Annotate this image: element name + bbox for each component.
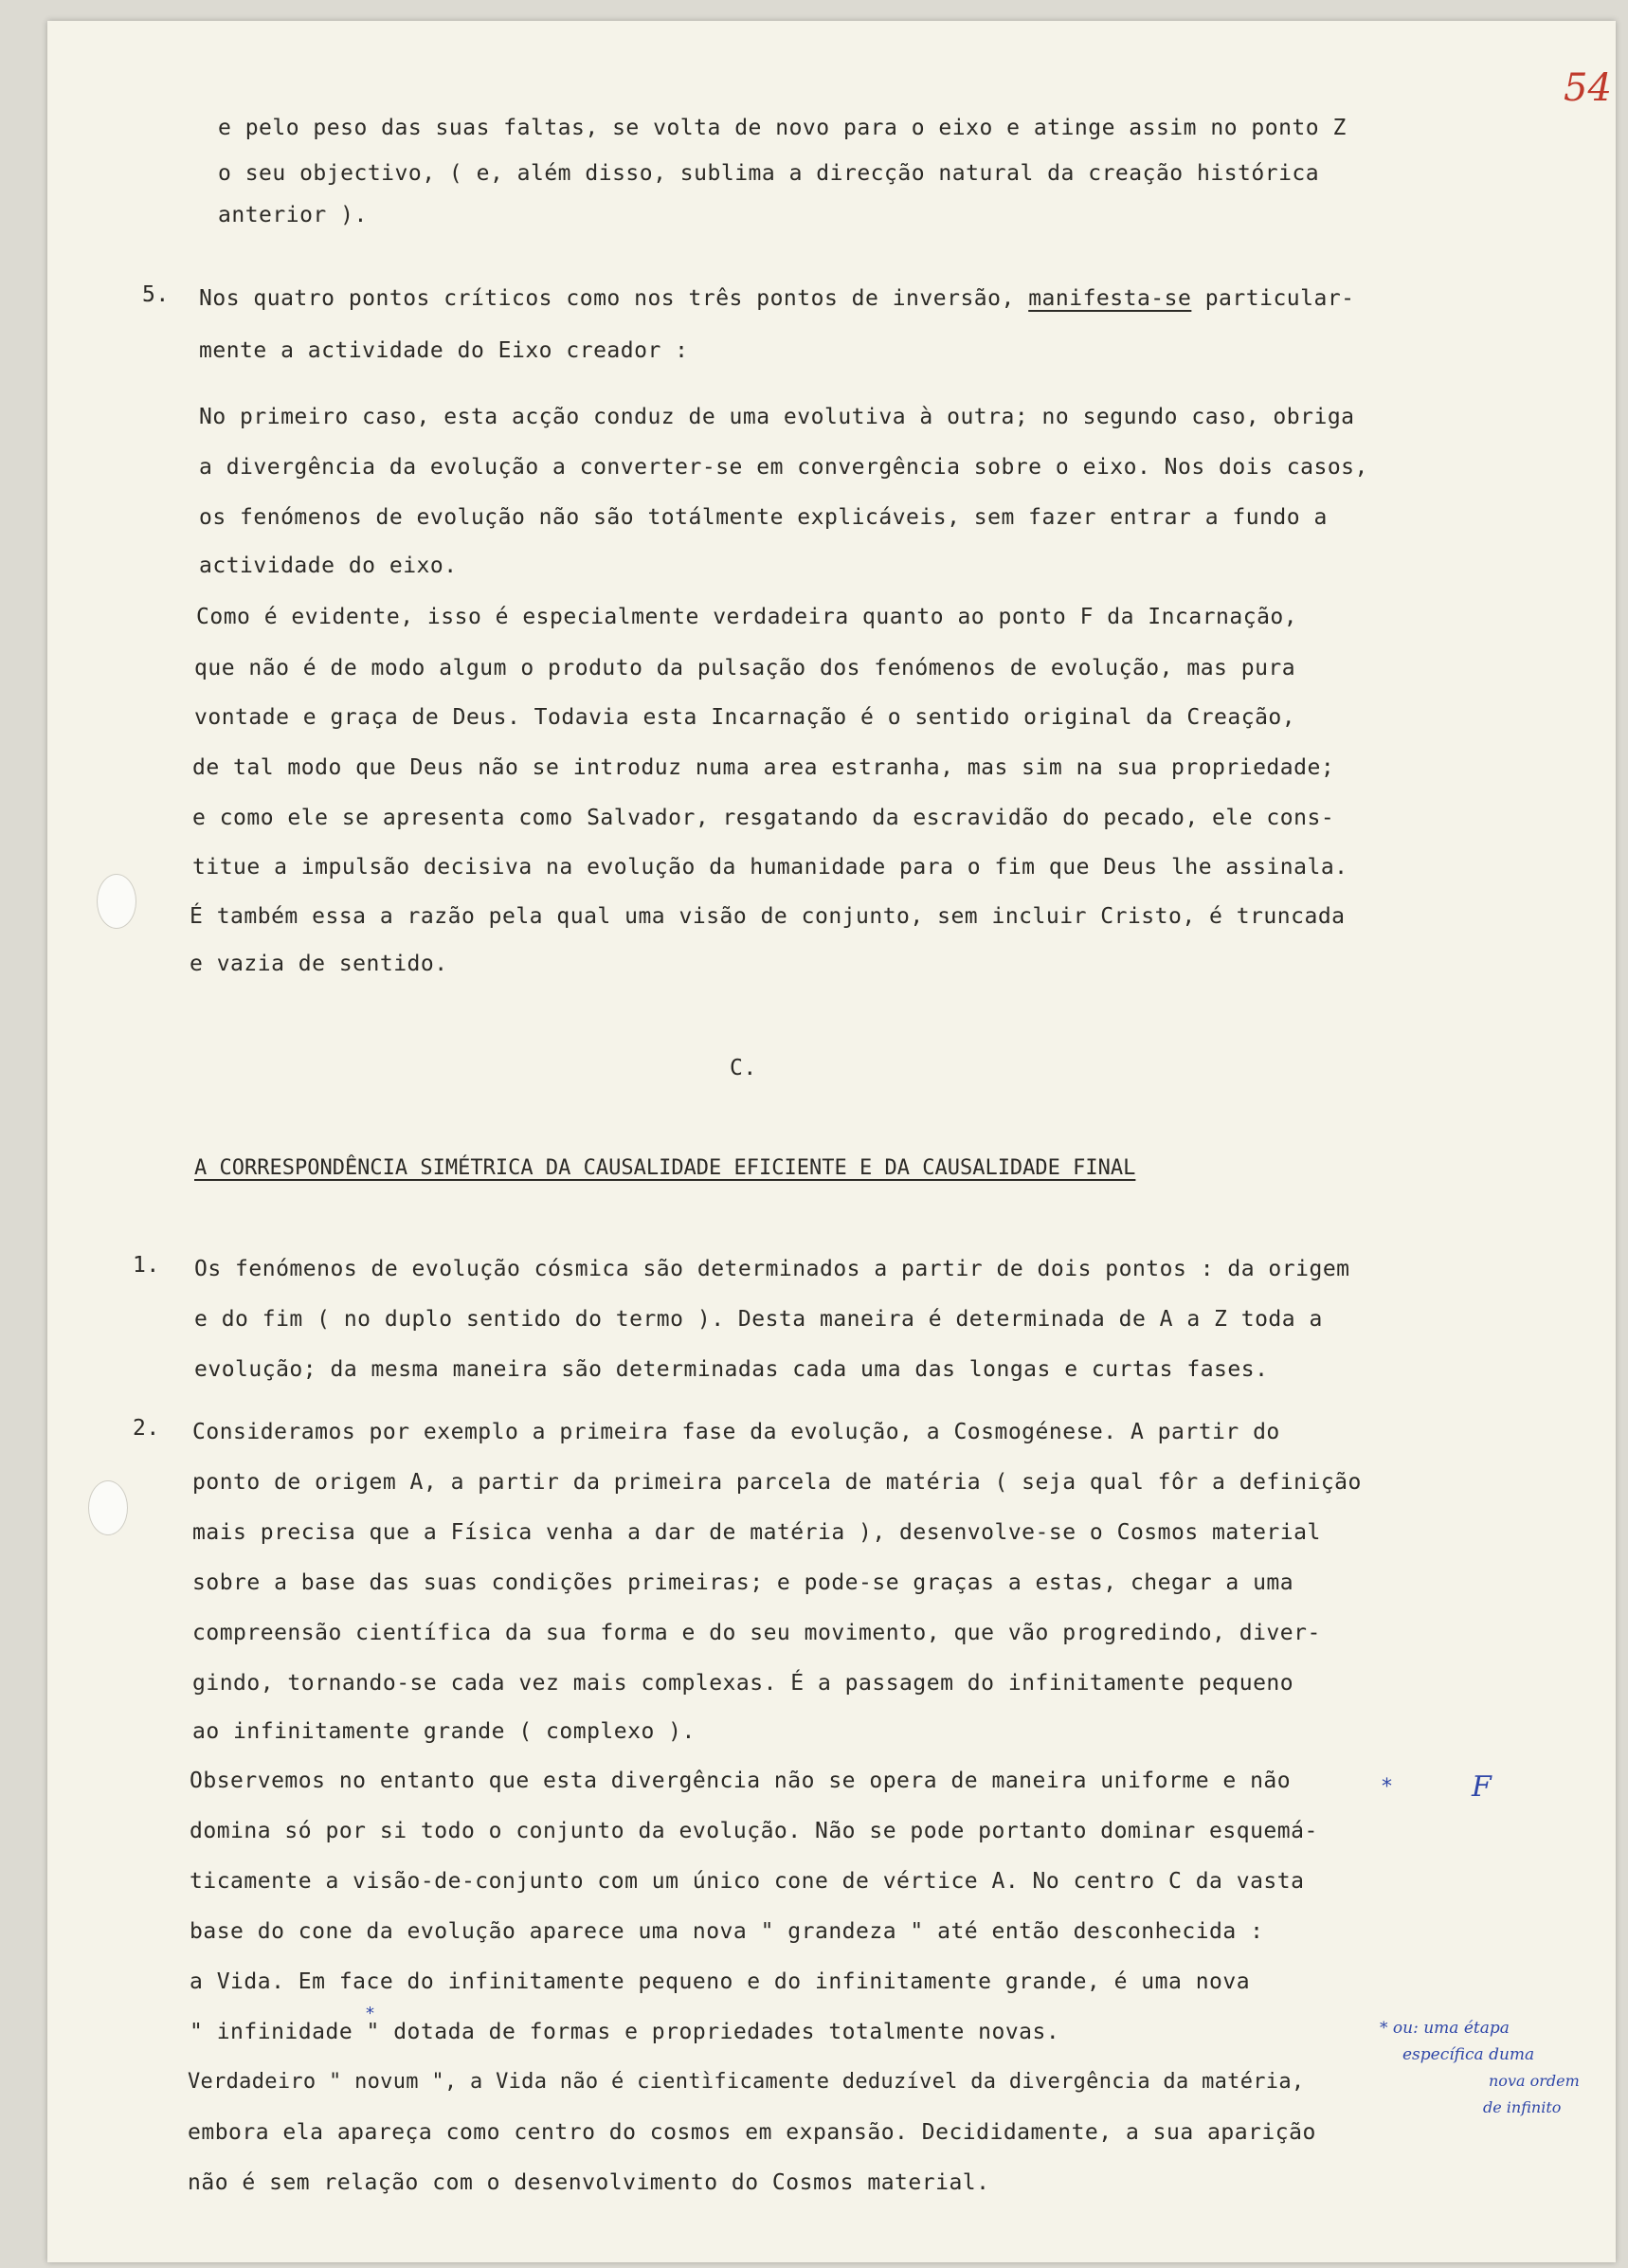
text-line: É também essa a razão pela qual uma visão de conjunto, sem incluir Cristo, é truncada	[190, 904, 1346, 929]
asterisk-mark: *	[1382, 1775, 1392, 1799]
text-line: " infinidade " dotada de formas e propriedades totalmente novas.	[190, 2020, 1060, 2044]
text-line: Observemos no entanto que esta divergência não se opera de maneira uniforme e não	[190, 1769, 1292, 1793]
punch-hole-top	[97, 874, 136, 929]
text-line: ponto de origem A, a partir da primeira parcela de matéria ( seja qual fôr a definição	[192, 1470, 1362, 1495]
text-line: domina só por si todo o conjunto da evolução. Não se pode portanto dominar esquemá-	[190, 1819, 1318, 1843]
text-line: ticamente a visão-de-conjunto com um único cone de vértice A. No centro C da vasta	[190, 1869, 1305, 1894]
item-number: 2.	[133, 1416, 160, 1441]
margin-note-line: * ou: uma étapa	[1380, 2019, 1510, 2038]
asterisk-mark: *	[366, 2004, 374, 2023]
text-line: Como é evidente, isso é especialmente verdadeira quanto ao ponto F da Incarnação,	[196, 605, 1298, 629]
margin-note-line: de infinito	[1483, 2098, 1562, 2116]
text-line	[199, 284, 1355, 313]
text-fragment: particular-	[1191, 286, 1355, 311]
text-line: não é sem relação com o desenvolvimento do Cosmos material.	[188, 2170, 990, 2195]
text-line: e vazia de sentido.	[190, 952, 448, 976]
text-line: gindo, tornando-se cada vez mais complexas. É a passagem do infinitamente pequeno	[192, 1671, 1294, 1696]
text-line: a divergência da evolução a converter-se em convergência sobre o eixo. Nos dois casos,	[199, 455, 1368, 480]
margin-note-line: específica duma	[1402, 2045, 1535, 2064]
text-line: embora ela apareça como centro do cosmos em expansão. Decididamente, a sua aparição	[188, 2120, 1316, 2145]
text-fragment: Nos quatro pontos críticos como nos três pontos de inversão,	[199, 286, 1029, 311]
text-line: que não é de modo algum o produto da pulsação dos fenómenos de evolução, mas pura	[194, 656, 1296, 680]
text-line: base do cone da evolução aparece uma nova " grandeza " até então desconhecida :	[190, 1919, 1264, 1944]
text-line: de tal modo que Deus não se introduz numa area estranha, mas sim na sua propriedade;	[192, 755, 1335, 780]
text-line: compreensão científica da sua forma e do seu movimento, que vão progredindo, diver-	[192, 1621, 1321, 1645]
text-line: e como ele se apresenta como Salvador, resgatando da escravidão do pecado, ele cons-	[192, 806, 1335, 830]
text-line: Verdadeiro " novum ", a Vida não é cientìficamente deduzível da divergência da matéria,	[188, 2070, 1305, 2094]
page-number: 54	[1564, 66, 1612, 110]
section-title: A CORRESPONDÊNCIA SIMÉTRICA DA CAUSALIDADE EFICIENTE E DA CAUSALIDADE FINAL	[194, 1156, 1136, 1180]
text-line: Os fenómenos de evolução cósmica são determinados a partir de dois pontos : da origem	[194, 1257, 1350, 1281]
text-line: actividade do eixo.	[199, 553, 458, 578]
text-line: vontade e graça de Deus. Todavia esta Incarnação é o sentido original da Creação,	[194, 705, 1296, 730]
text-line: No primeiro caso, esta acção conduz de uma evolutiva à outra; no segundo caso, obriga	[199, 405, 1355, 429]
text-line: e pelo peso das suas faltas, se volta de novo para o eixo e atinge assim no ponto Z	[218, 116, 1347, 140]
punch-hole-bottom	[88, 1480, 128, 1535]
text-line: o seu objectivo, ( e, além disso, sublima a direcção natural da creação histórica	[218, 161, 1320, 186]
text-line: evolução; da mesma maneira são determinadas cada uma das longas e curtas fases.	[194, 1357, 1269, 1382]
text-line: mente a actividade do Eixo creador :	[199, 338, 689, 363]
text-line: e do fim ( no duplo sentido do termo ). Desta maneira é determinada de A a Z toda a	[194, 1307, 1323, 1332]
text-line: a Vida. Em face do infinitamente pequeno e do infinitamente grande, é uma nova	[190, 1969, 1251, 1994]
text-line: anterior ).	[218, 203, 368, 227]
underlined-word: manifesta-se	[1028, 286, 1192, 311]
margin-note-line: nova ordem	[1489, 2072, 1580, 2090]
text-line: titue a impulsão decisiva na evolução da humanidade para o fim que Deus lhe assinala.	[192, 855, 1348, 880]
section-letter: C.	[730, 1056, 757, 1080]
item-number: 1.	[133, 1253, 160, 1278]
text-line: Consideramos por exemplo a primeira fase da evolução, a Cosmogénese. A partir do	[192, 1420, 1280, 1444]
item-number: 5.	[142, 282, 170, 307]
text-line: os fenómenos de evolução não são totálmente explicáveis, sem fazer entrar a fundo a	[199, 505, 1328, 530]
text-line: ao infinitamente grande ( complexo ).	[192, 1719, 696, 1744]
margin-letter-f: F	[1472, 1770, 1492, 1804]
text-line: mais precisa que a Física venha a dar de matéria ), desenvolve-se o Cosmos material	[192, 1520, 1321, 1545]
text-line: sobre a base das suas condições primeiras; e pode-se graças a estas, chegar a uma	[192, 1570, 1294, 1595]
